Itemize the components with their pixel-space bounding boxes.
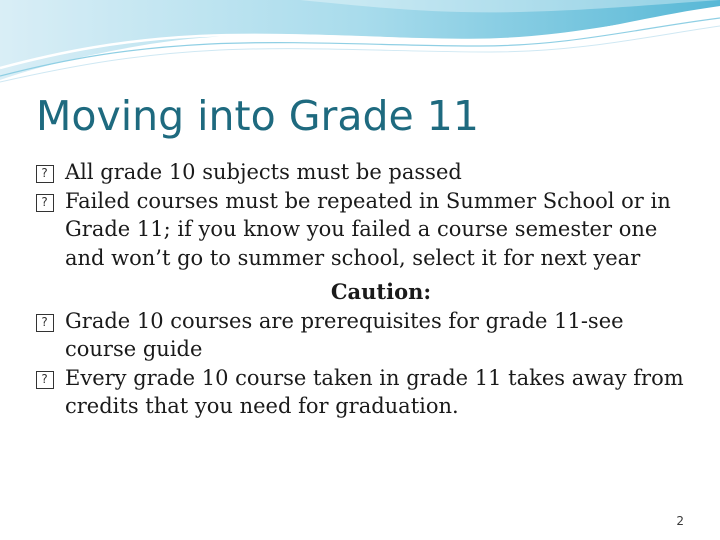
missing-glyph-box-icon — [36, 194, 54, 212]
bullet-item — [36, 187, 686, 273]
bullet-item — [36, 307, 686, 364]
missing-glyph-box-icon — [36, 371, 54, 389]
bullet-text: Failed courses must be repeated in Summer School or in Grade 11; if you know you failed a course semester one and won’t go to summer school, select it for next year — [65, 188, 671, 270]
bullet-text: Grade 10 courses are prerequisites for grade 11-see course guide — [65, 308, 624, 361]
bullet-item — [36, 364, 686, 421]
caution-heading-text: Caution: — [330, 279, 432, 304]
missing-glyph-box-icon — [36, 165, 54, 183]
slide-title: Moving into Grade 11 — [36, 92, 479, 140]
missing-glyph-box-icon — [36, 314, 54, 332]
header-wave-decoration — [0, 0, 720, 90]
bullet-item — [36, 158, 686, 187]
page-number: 2 — [676, 514, 684, 528]
bullet-text: Every grade 10 course taken in grade 11 takes away from credits that you need for graduation. — [65, 365, 684, 418]
bullet-text: All grade 10 subjects must be passed — [65, 160, 462, 184]
slide-body — [36, 158, 686, 421]
caution-heading — [36, 278, 686, 307]
